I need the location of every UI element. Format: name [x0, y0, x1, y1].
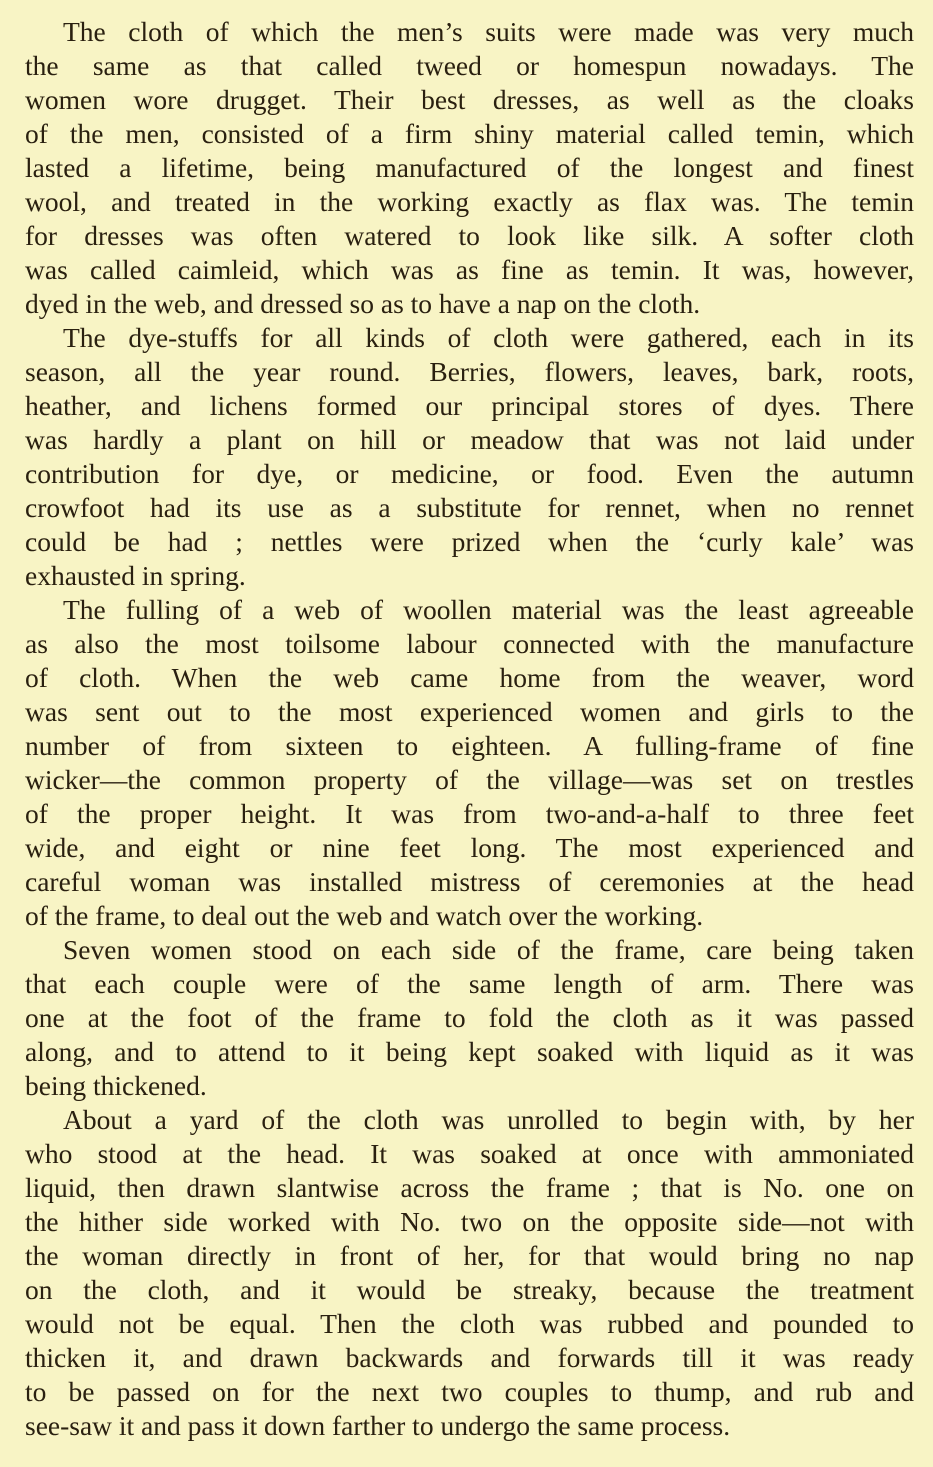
text-line: on the cloth, and it would be streaky, because the treatment [25, 1274, 914, 1305]
text-line: wicker—the common property of the village—was set on trestles [25, 764, 914, 795]
text-line: contribution for dye, or medicine, or food. Even the autumn [25, 458, 914, 489]
book-page-text [25, 15, 914, 1443]
text-line: would not be equal. Then the cloth was rubbed and pounded to [25, 1308, 914, 1339]
text-line: exhausted in spring. [25, 560, 246, 591]
text-line: as also the most toilsome labour connected with the manufacture [25, 628, 914, 659]
text-line: who stood at the head. It was soaked at once with ammoniated [25, 1138, 914, 1169]
text-line: About a yard of the cloth was unrolled to begin with, by her [63, 1104, 914, 1135]
text-line: The fulling of a web of woollen material was the least agreeable [63, 594, 914, 625]
text-line: The dye-stuffs for all kinds of cloth were gathered, each in its [63, 322, 914, 353]
text-line: lasted a lifetime, being manufactured of the longest and finest [25, 152, 914, 183]
text-line: the same as that called tweed or homespun nowadays. The [25, 50, 914, 81]
text-line: for dresses was often watered to look like silk. A softer cloth [25, 220, 914, 251]
text-line: the woman directly in front of her, for that would bring no nap [25, 1240, 914, 1271]
text-line: of cloth. When the web came home from the weaver, word [25, 662, 914, 693]
text-line: season, all the year round. Berries, flowers, leaves, bark, roots, [25, 356, 914, 387]
text-line: The cloth of which the men’s suits were made was very much [63, 16, 914, 47]
text-line: was hardly a plant on hill or meadow that was not laid under [25, 424, 914, 455]
text-line: careful woman was installed mistress of ceremonies at the head [25, 866, 914, 897]
text-line: crowfoot had its use as a substitute for rennet, when no rennet [25, 492, 914, 523]
paragraph [25, 593, 914, 933]
text-line: wool, and treated in the working exactly as flax was. The temin [25, 186, 914, 217]
text-line: to be passed on for the next two couples to thump, and rub and [25, 1376, 914, 1407]
text-line: of the proper height. It was from two-and-a-half to three feet [25, 798, 914, 829]
text-line: was called caimleid, which was as fine as temin. It was, however, [25, 254, 914, 285]
text-line: that each couple were of the same length of arm. There was [25, 968, 914, 999]
text-line: women wore drugget. Their best dresses, as well as the cloaks [25, 84, 914, 115]
text-line: the hither side worked with No. two on the opposite side—not with [25, 1206, 914, 1237]
text-line: thicken it, and drawn backwards and forwards till it was ready [25, 1342, 914, 1373]
paragraph [25, 1103, 914, 1443]
text-line: Seven women stood on each side of the frame, care being taken [63, 934, 914, 965]
paragraph [25, 15, 914, 321]
text-line: along, and to attend to it being kept soaked with liquid as it was [25, 1036, 914, 1067]
text-line: one at the foot of the frame to fold the cloth as it was passed [25, 1002, 914, 1033]
text-line: was sent out to the most experienced women and girls to the [25, 696, 914, 727]
text-line: wide, and eight or nine feet long. The most experienced and [25, 832, 914, 863]
text-line: of the frame, to deal out the web and watch over the working. [25, 900, 704, 931]
text-line: see-saw it and pass it down farther to undergo the same process. [25, 1410, 731, 1441]
paragraph [25, 321, 914, 593]
text-line: liquid, then drawn slantwise across the frame ; that is No. one on [25, 1172, 914, 1203]
text-line: heather, and lichens formed our principal stores of dyes. There [25, 390, 914, 421]
text-line: number of from sixteen to eighteen. A fulling-frame of fine [25, 730, 914, 761]
text-line: could be had ; nettles were prized when the ‘curly kale’ was [25, 526, 914, 557]
text-line: dyed in the web, and dressed so as to have a nap on the cloth. [25, 288, 701, 319]
paragraph [25, 933, 914, 1103]
text-line: being thickened. [25, 1070, 207, 1101]
text-line: of the men, consisted of a firm shiny material called temin, which [25, 118, 914, 149]
